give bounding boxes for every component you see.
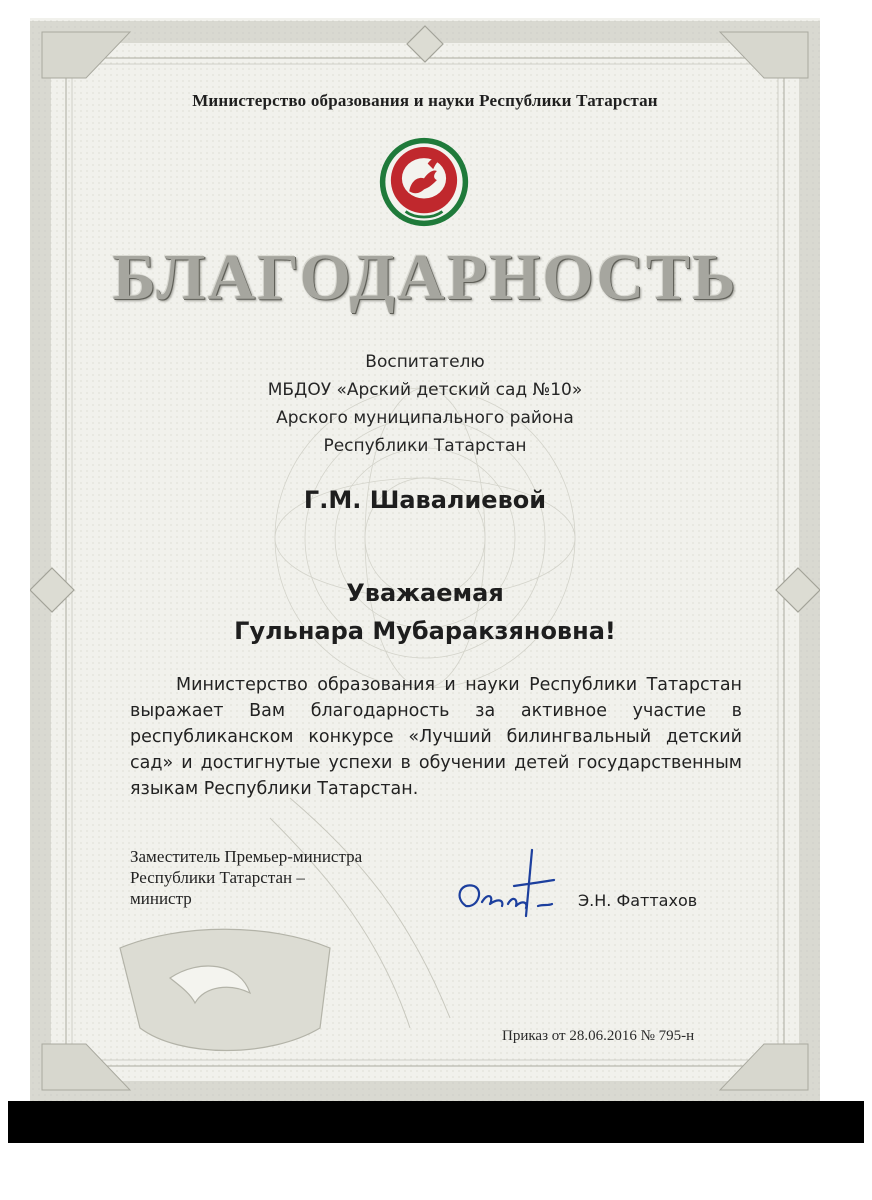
signer-title-line: Заместитель Премьер-министра <box>130 847 363 866</box>
signer-title <box>130 846 362 909</box>
handwritten-signature <box>448 846 558 926</box>
gratitude-text: Министерство образования и науки Республики Татарстан выражает Вам благодарность за активное участие в республиканском конкурсе «Лучший билингвальный детский сад» и достигнутые успехи в обучении детей государственным языкам Республики Татарстан. <box>130 675 742 799</box>
coat-of-arms-tatarstan-icon <box>378 136 470 228</box>
document-title: БЛАГОДАРНОСТЬ <box>112 241 738 314</box>
recipient-line: Республики Татарстан <box>323 436 527 456</box>
greeting-line: Уважаемая <box>346 579 504 607</box>
recipient-name: Г.М. Шавалиевой <box>303 486 547 514</box>
recipient-line: Воспитателю <box>365 352 485 372</box>
recipient-line: МБДОУ «Арский детский сад №10» <box>267 380 583 400</box>
ministry-header: Министерство образования и науки Республики Татарстан <box>192 91 658 110</box>
greeting-line: Гульнара Мубаракзяновна! <box>234 617 616 645</box>
redaction-bar <box>8 1101 864 1143</box>
greeting-block <box>30 574 820 650</box>
order-reference: Приказ от 28.06.2016 № 795-н <box>502 1028 695 1044</box>
recipient-line: Арского муниципального района <box>276 408 574 428</box>
signer-title-line: Республики Татарстан – <box>130 868 305 887</box>
certificate-sheet <box>30 18 820 1103</box>
signer-name: Э.Н. Фаттахов <box>578 891 698 910</box>
signer-title-line: министр <box>130 889 192 908</box>
recipient-block <box>30 348 820 460</box>
